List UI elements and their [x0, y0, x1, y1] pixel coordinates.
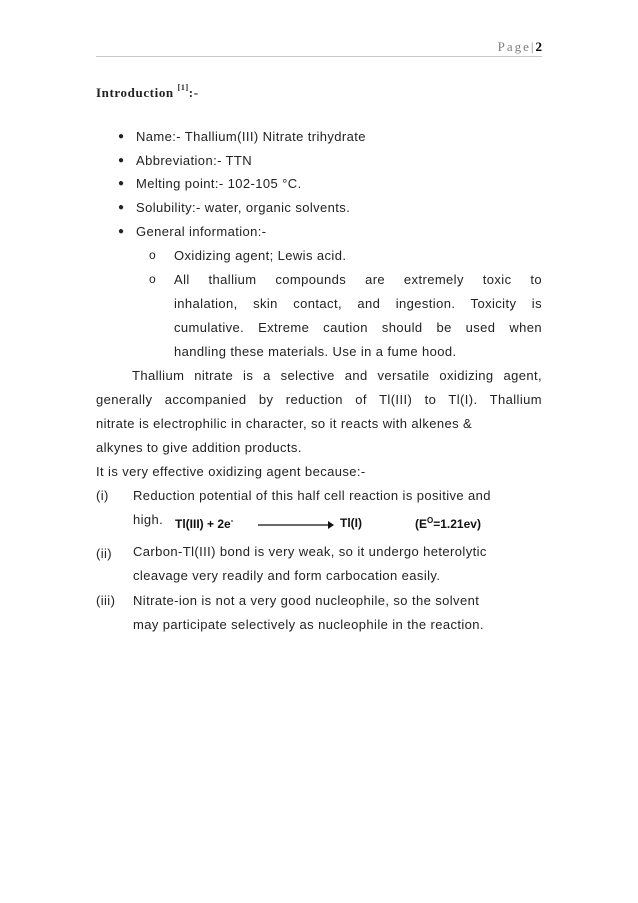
- sub-bullet-toxicity-line: cumulative. Extreme caution should be used when: [174, 320, 542, 335]
- reason-line: high.: [133, 512, 164, 527]
- heading-suffix: :-: [188, 85, 199, 100]
- reason-number: (i): [96, 488, 109, 503]
- bullet-melting-point: Melting point:- 102-105 °C.: [136, 176, 302, 191]
- sub-bullet-toxicity-line: inhalation, skin contact, and ingestion. Toxicity is: [174, 296, 542, 311]
- reason-intro: It is very effective oxidizing agent because:-: [96, 464, 366, 479]
- paragraph-line: alkynes to give addition products.: [96, 440, 302, 455]
- reason-number: (ii): [96, 546, 113, 561]
- electron-charge: -: [230, 516, 234, 525]
- paragraph-line: nitrate is electrophilic in character, so it reacts with alkenes &: [96, 416, 473, 431]
- sub-bullet-oxidizing: Oxidizing agent; Lewis acid.: [174, 248, 347, 263]
- reaction-arrow-icon: [258, 520, 334, 530]
- circle-bullet-icon: o: [149, 272, 156, 286]
- introduction-heading: [96, 85, 199, 101]
- potential-value: =1.21ev): [433, 517, 481, 531]
- equation-right: Tl(I): [340, 516, 362, 530]
- circle-bullet-icon: o: [149, 248, 156, 262]
- bullet-solubility: Solubility:- water, organic solvents.: [136, 200, 351, 215]
- bullet-dot-icon: ●: [118, 202, 125, 213]
- potential-superscript: O: [427, 516, 434, 525]
- reason-line: Reduction potential of this half cell reaction is positive and: [133, 488, 491, 503]
- reason-line: cleavage very readily and form carbocation easily.: [133, 568, 441, 583]
- bullet-dot-icon: ●: [118, 226, 125, 237]
- sub-bullet-toxicity-line: All thallium compounds are extremely toxic to: [174, 272, 542, 287]
- bullet-dot-icon: ●: [118, 131, 125, 142]
- heading-reference: [1]: [177, 83, 189, 92]
- paragraph-line: Thallium nitrate is a selective and versatile oxidizing agent,: [132, 368, 542, 383]
- equation-potential: [415, 516, 481, 531]
- paragraph-line: generally accompanied by reduction of Tl(III) to Tl(I). Thallium: [96, 392, 542, 407]
- bullet-dot-icon: ●: [118, 155, 125, 166]
- reason-line: may participate selectively as nucleophile in the reaction.: [133, 617, 484, 632]
- bullet-name: Name:- Thallium(III) Nitrate trihydrate: [136, 129, 366, 144]
- page-number: 2: [535, 39, 542, 54]
- reason-number: (iii): [96, 593, 116, 608]
- potential-prefix: (E: [415, 517, 427, 531]
- sub-bullet-toxicity-line: handling these materials. Use in a fume hood.: [174, 344, 457, 359]
- equation-left-text: Tl(III) + 2e: [175, 517, 231, 531]
- bullet-abbreviation: Abbreviation:- TTN: [136, 153, 253, 168]
- bullet-general-information: General information:-: [136, 224, 267, 239]
- heading-title: Introduction: [96, 85, 174, 100]
- page-header: [96, 38, 542, 57]
- reason-line: Carbon-Tl(III) bond is very weak, so it undergo heterolytic: [133, 544, 487, 559]
- page-label: Page|: [497, 39, 536, 54]
- reason-line: Nitrate-ion is not a very good nucleophile, so the solvent: [133, 593, 480, 608]
- equation-left: [175, 516, 233, 531]
- bullet-dot-icon: ●: [118, 178, 125, 189]
